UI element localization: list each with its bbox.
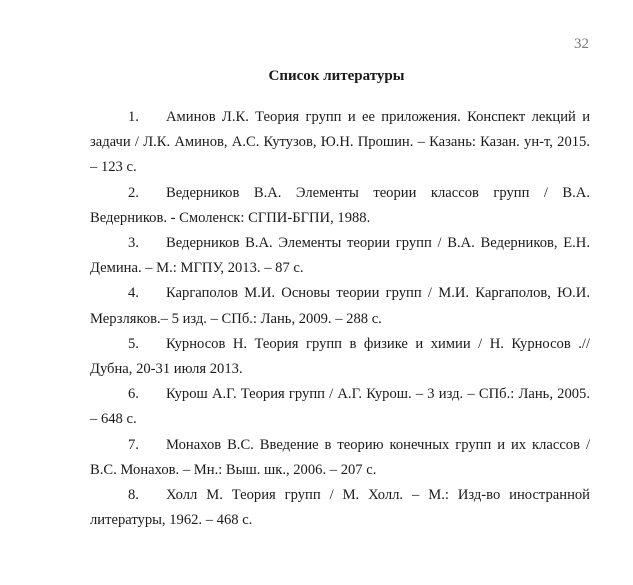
bibliography-item — [90, 483, 590, 533]
bibliography-item — [90, 382, 590, 432]
bibliography-item — [90, 181, 590, 231]
page-title: Список литературы — [268, 68, 405, 84]
item-text: Каргаполов М.И. Основы теории групп / М.И. Каргаполов, Ю.И. Мерзляков.– 5 изд. – СПб.: Лань, 2009. – 288 с. — [90, 285, 590, 327]
item-number: 6. — [128, 386, 139, 403]
item-text: Курош А.Г. Теория групп / А.Г. Курош. – 3 изд. – СПб.: Лань, 2005. – 648 с. — [90, 386, 590, 428]
item-text: Холл М. Теория групп / М. Холл. – М.: Изд-во иностранной литературы, 1962. – 468 с. — [90, 487, 590, 529]
item-text: Ведерников В.А. Элементы теории групп / В.А. Ведерников, Е.Н. Демина. – М.: МГПУ, 2013. – 87 с. — [90, 235, 590, 277]
bibliography-item — [90, 105, 590, 181]
item-text: Аминов Л.К. Теория групп и ее приложения. Конспект лекций и задачи / Л.К. Аминов, А.С. Кутузов, Ю.Н. Прошин. – Казань: Казан. ун-т, 2015. – 123 с. — [90, 109, 590, 176]
bibliography-list — [90, 105, 590, 533]
item-number: 2. — [128, 184, 139, 201]
page-number: 32 — [574, 36, 589, 52]
item-number: 4. — [128, 285, 139, 302]
item-number: 8. — [128, 487, 139, 504]
item-text: Ведерников В.А. Элементы теории классов групп / В.А. Ведерников. - Смоленск: СГПИ-БГПИ, 1988. — [90, 184, 590, 226]
bibliography-item — [90, 231, 590, 281]
item-text: Курносов Н. Теория групп в физике и химии / Н. Курносов .// Дубна, 20-31 июля 2013. — [90, 335, 590, 378]
item-number: 3. — [128, 235, 139, 252]
item-text: Монахов В.С. Введение в теорию конечных групп и их классов / В.С. Монахов. – Мн.: Выш. шк., 2006. – 207 с. — [90, 436, 590, 478]
bibliography-item — [90, 433, 590, 483]
item-number: 1. — [128, 109, 139, 125]
item-number: 5. — [128, 335, 139, 352]
bibliography-item — [90, 332, 590, 382]
bibliography-item — [90, 281, 590, 331]
item-number: 7. — [128, 436, 139, 453]
